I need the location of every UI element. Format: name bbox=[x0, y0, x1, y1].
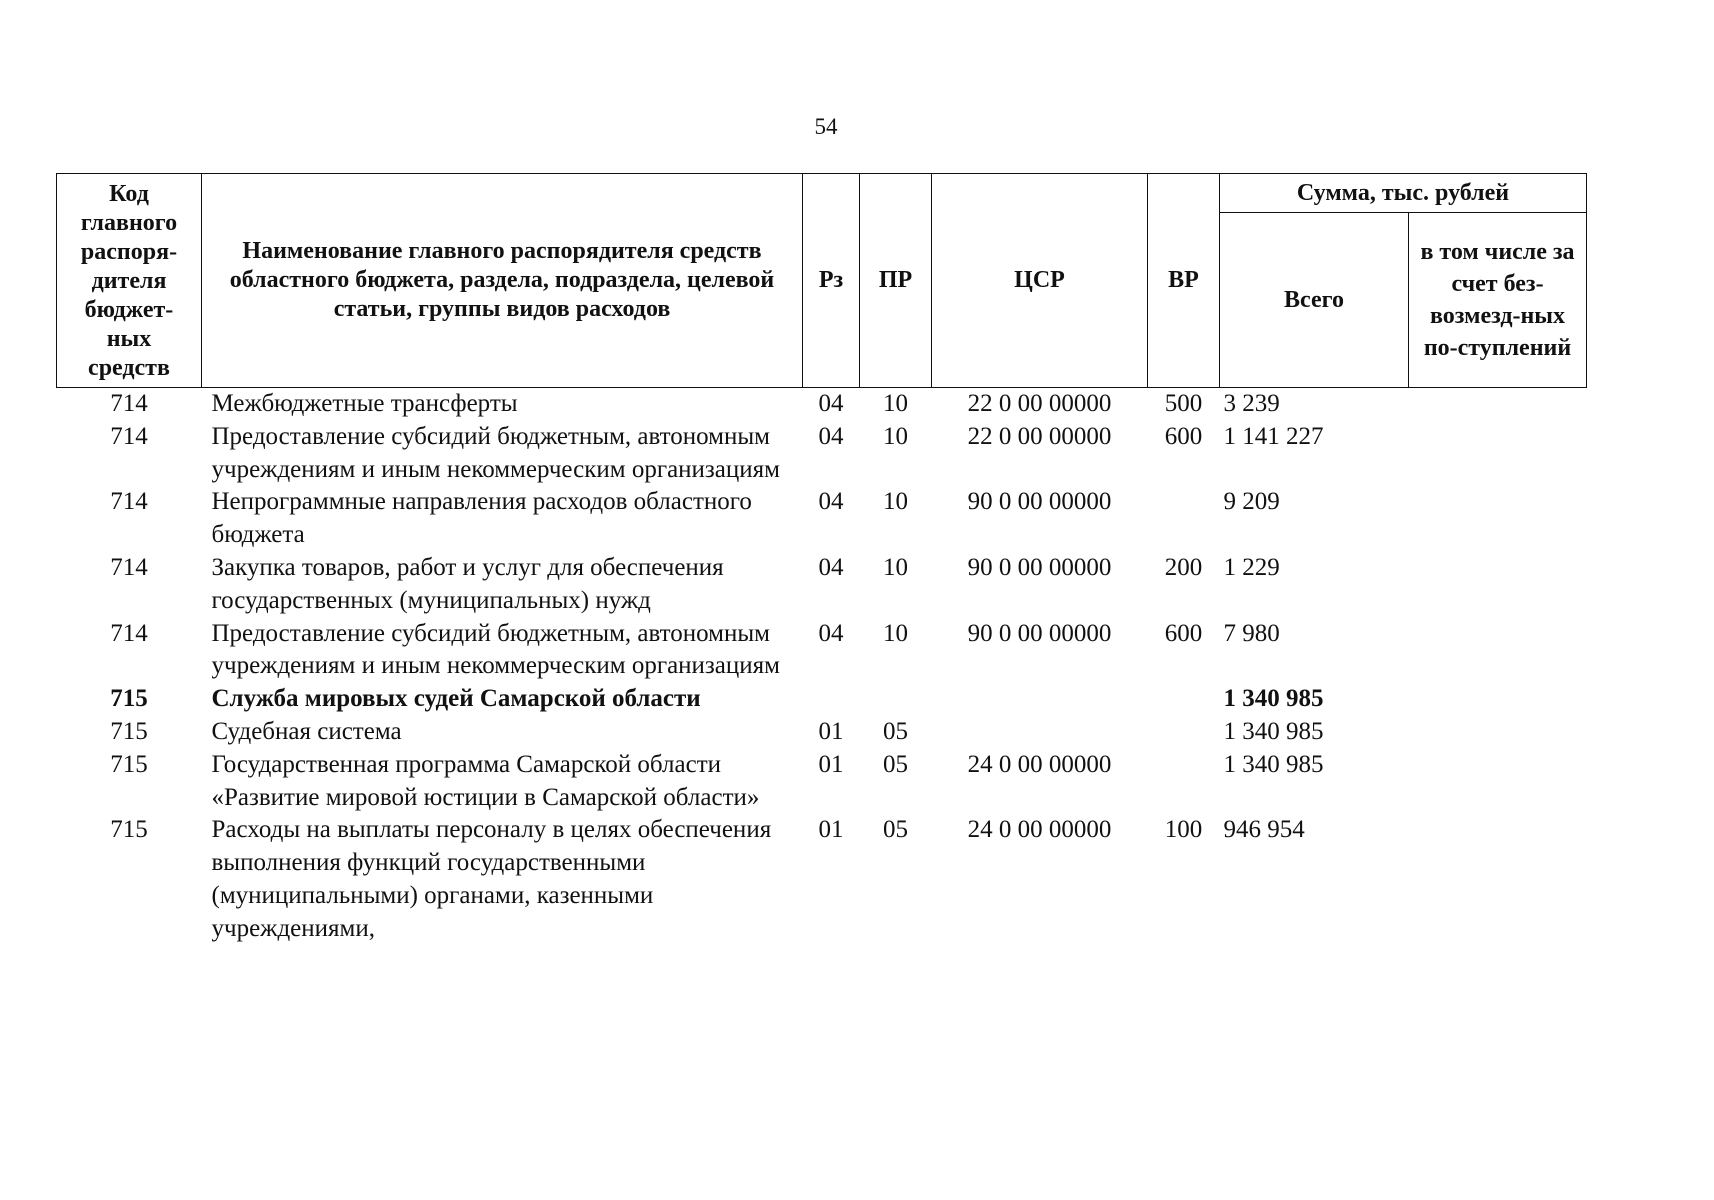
cell-rz: 04 bbox=[818, 422, 844, 450]
table-row bbox=[57, 618, 1587, 684]
cell-csr: 90 0 00 00000 bbox=[967, 553, 1112, 581]
table-row bbox=[57, 486, 1587, 552]
cell-code: 715 bbox=[110, 717, 148, 745]
cell-vr: 500 bbox=[1164, 390, 1203, 417]
cell-name: Предоставление субсидий бюджетным, автономным учреждениям и иным некоммерческим организациям bbox=[211, 619, 780, 680]
cell-pr: 10 bbox=[883, 619, 908, 647]
cell-total: 1 340 985 bbox=[1223, 717, 1324, 745]
cell-name: Предоставление субсидий бюджетным, автономным учреждениям и иным некоммерческим организациям bbox=[211, 422, 780, 483]
cell-rz: 01 bbox=[818, 717, 844, 745]
table-row bbox=[57, 388, 1587, 421]
table-row bbox=[57, 683, 1587, 716]
cell-rz: 04 bbox=[818, 619, 844, 647]
cell-free bbox=[1409, 814, 1587, 945]
cell-rz: 04 bbox=[818, 553, 844, 581]
cell-vr bbox=[1148, 486, 1220, 552]
header-total: Всего bbox=[1220, 213, 1409, 388]
cell-name: Закупка товаров, работ и услуг для обеспечения государственных (муниципальных) нужд bbox=[211, 553, 724, 614]
cell-pr: 10 bbox=[883, 422, 908, 450]
table-row bbox=[57, 421, 1587, 487]
cell-vr: 200 bbox=[1164, 553, 1203, 581]
cell-vr: 100 bbox=[1164, 816, 1203, 844]
cell-name: Государственная программа Самарской области «Развитие мировой юстиции в Самарской области» bbox=[211, 750, 760, 811]
cell-total: 946 954 bbox=[1223, 816, 1305, 844]
cell-code: 714 bbox=[110, 390, 148, 417]
cell-code: 715 bbox=[110, 750, 148, 778]
cell-pr: 10 bbox=[883, 553, 908, 581]
cell-free bbox=[1409, 618, 1587, 684]
cell-total: 1 340 985 bbox=[1223, 685, 1324, 713]
cell-pr: 05 bbox=[883, 816, 908, 844]
cell-pr: 05 bbox=[883, 750, 908, 778]
header-sum: Сумма, тыс. рублей bbox=[1220, 174, 1587, 213]
table-row bbox=[57, 749, 1587, 815]
header-code: Код главного распоря-дителя бюджет-ных средств bbox=[57, 174, 202, 388]
header-free: в том числе за счет без-возмезд-ных по-ступлений bbox=[1409, 213, 1587, 388]
cell-free bbox=[1409, 683, 1587, 716]
header-vr: ВР bbox=[1148, 174, 1220, 388]
cell-total: 1 141 227 bbox=[1223, 422, 1324, 450]
cell-rz: 04 bbox=[818, 488, 844, 516]
cell-vr: 600 bbox=[1164, 619, 1203, 647]
cell-code: 715 bbox=[110, 816, 148, 844]
cell-vr bbox=[1148, 683, 1220, 716]
cell-pr: 05 bbox=[883, 717, 908, 745]
cell-name: Межбюджетные трансферты bbox=[211, 390, 518, 417]
header-pr: ПР bbox=[860, 174, 932, 388]
cell-csr: 22 0 00 00000 bbox=[967, 422, 1112, 450]
cell-csr: 90 0 00 00000 bbox=[967, 488, 1112, 516]
cell-code: 714 bbox=[110, 488, 148, 516]
table-row bbox=[57, 552, 1587, 618]
cell-vr: 600 bbox=[1164, 422, 1203, 450]
cell-name: Судебная система bbox=[211, 717, 402, 745]
cell-free bbox=[1409, 421, 1587, 487]
cell-pr: 10 bbox=[883, 488, 908, 516]
cell-rz: 01 bbox=[818, 750, 844, 778]
cell-free bbox=[1409, 749, 1587, 815]
cell-csr: 24 0 00 00000 bbox=[967, 750, 1112, 778]
cell-csr: 24 0 00 00000 bbox=[967, 816, 1112, 844]
cell-rz: 04 bbox=[818, 390, 844, 417]
cell-total: 3 239 bbox=[1223, 390, 1280, 417]
cell-pr bbox=[860, 683, 932, 716]
table-row bbox=[57, 814, 1587, 945]
cell-code: 715 bbox=[110, 685, 148, 713]
cell-rz bbox=[803, 683, 860, 716]
cell-total: 1 340 985 bbox=[1223, 750, 1324, 778]
header-csr: ЦСР bbox=[932, 174, 1148, 388]
cell-free bbox=[1409, 388, 1587, 421]
cell-vr bbox=[1148, 716, 1220, 749]
cell-free bbox=[1409, 552, 1587, 618]
table-row bbox=[57, 716, 1587, 749]
cell-free bbox=[1409, 486, 1587, 552]
cell-total: 1 229 bbox=[1223, 553, 1280, 581]
cell-csr: 22 0 00 00000 bbox=[967, 390, 1112, 417]
cell-name: Непрограммные направления расходов областного бюджета bbox=[211, 488, 752, 549]
cell-name: Служба мировых судей Самарской области bbox=[211, 685, 701, 713]
cell-csr: 90 0 00 00000 bbox=[967, 619, 1112, 647]
page-number: 54 bbox=[814, 114, 838, 139]
cell-pr: 10 bbox=[883, 390, 908, 417]
cell-code: 714 bbox=[110, 553, 148, 581]
cell-total: 9 209 bbox=[1223, 488, 1280, 516]
budget-table bbox=[56, 173, 1587, 946]
header-rz: Рз bbox=[803, 174, 860, 388]
cell-name: Расходы на выплаты персоналу в целях обеспечения выполнения функций государственными (муниципальными) органами, казенными учреждениями, bbox=[211, 816, 772, 942]
cell-code: 714 bbox=[110, 422, 148, 450]
cell-total: 7 980 bbox=[1223, 619, 1280, 647]
cell-csr bbox=[932, 716, 1148, 749]
table-header bbox=[57, 174, 1587, 388]
table-body bbox=[57, 388, 1587, 946]
header-name: Наименование главного распорядителя средств областного бюджета, раздела, подраздела, целевой статьи, группы видов расходов bbox=[202, 174, 803, 388]
cell-code: 714 bbox=[110, 619, 148, 647]
cell-vr bbox=[1148, 749, 1220, 815]
cell-csr bbox=[932, 683, 1148, 716]
cell-free bbox=[1409, 716, 1587, 749]
cell-rz: 01 bbox=[818, 816, 844, 844]
